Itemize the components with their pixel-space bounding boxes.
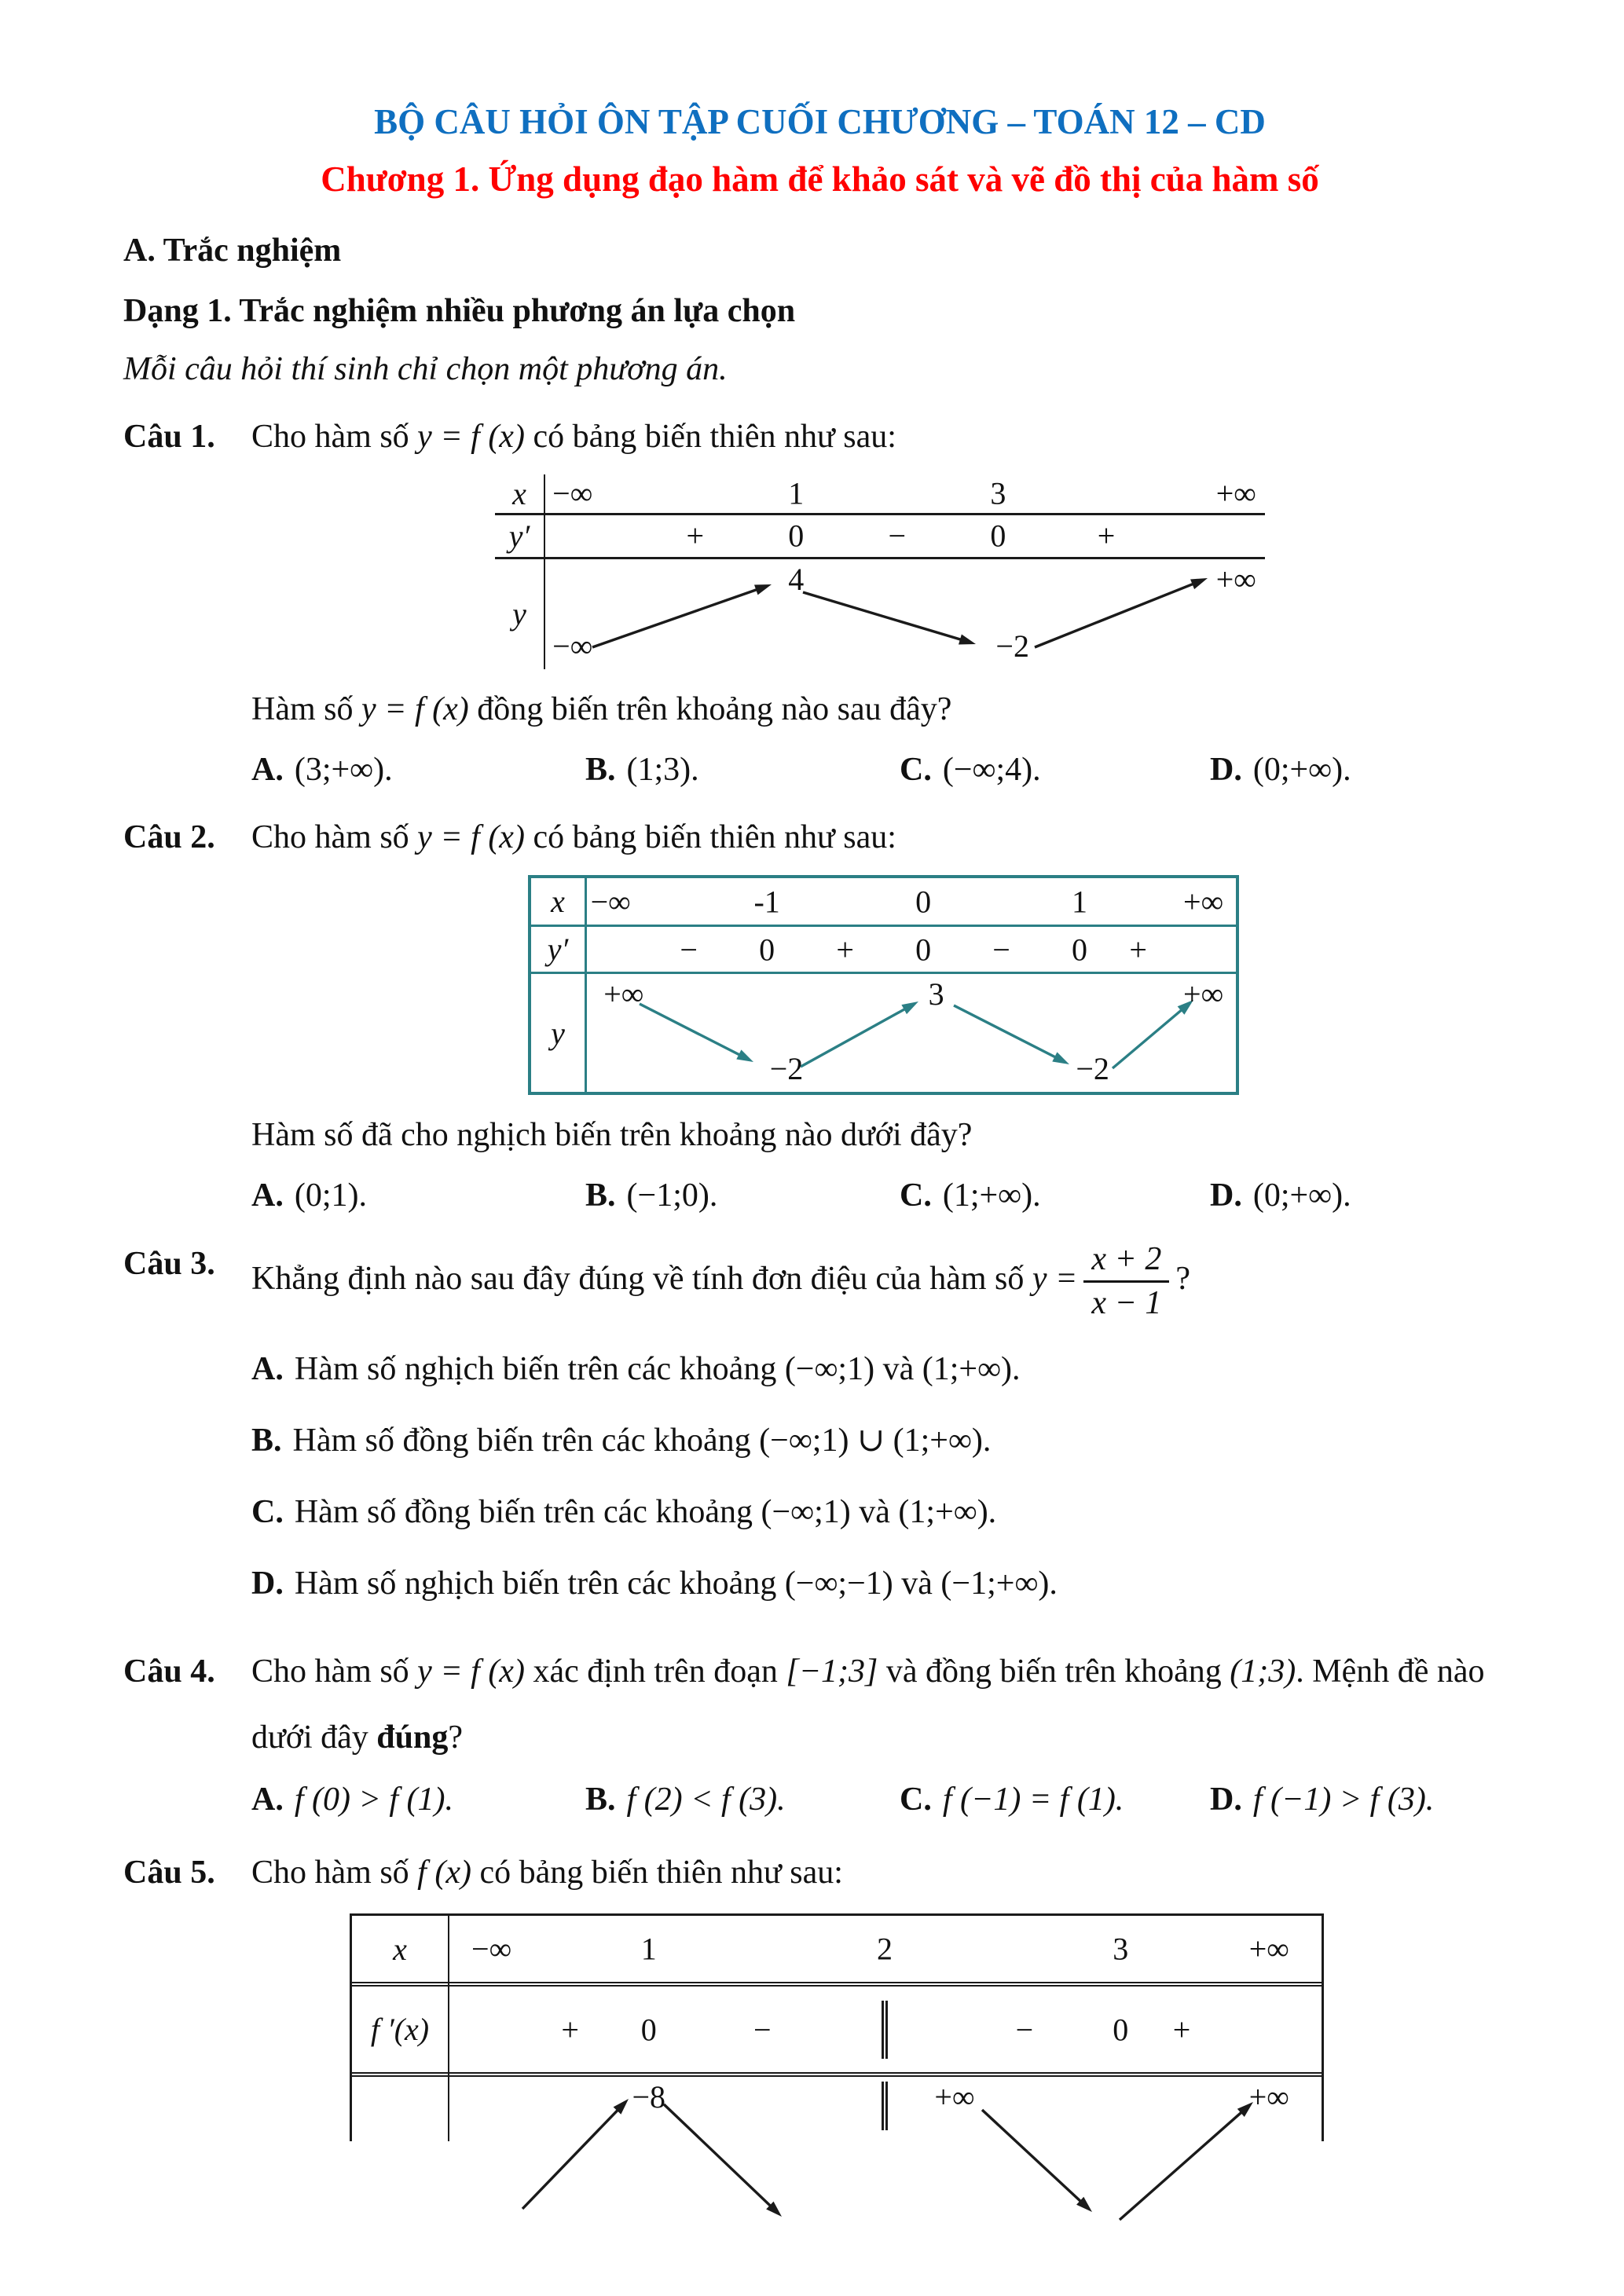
- bbt-divider-line: [585, 878, 587, 1092]
- option-b: [585, 1777, 900, 1823]
- bbt-cell: 0: [1072, 932, 1088, 968]
- option-text: f (−1) > f (3).: [1252, 1782, 1435, 1818]
- option-label: B.: [585, 1782, 616, 1818]
- option-a: [251, 1777, 585, 1823]
- bbt-cell: 0: [640, 2012, 657, 2048]
- option-a: [251, 1173, 585, 1219]
- option-b: [251, 1417, 1516, 1465]
- bbt-cell: −2: [769, 1051, 804, 1087]
- section-heading: A. Trắc nghiệm: [123, 233, 342, 269]
- option-label: A.: [251, 1782, 284, 1818]
- question-2: [123, 815, 1516, 1218]
- option-text: (3;+∞).: [294, 751, 393, 788]
- option-label: B.: [585, 1177, 616, 1214]
- fraction-numerator: x + 2: [1083, 1241, 1169, 1283]
- bbt-cell: −2: [1076, 1051, 1109, 1087]
- bbt-row-label: y′: [508, 518, 530, 554]
- intro-text: Cho hàm số: [251, 819, 418, 856]
- option-c: [900, 747, 1210, 793]
- math-expression: [−1;3]: [786, 1653, 878, 1690]
- bbt-cell: 1: [640, 1931, 657, 1967]
- option-label: D.: [1210, 1177, 1242, 1214]
- bbt-cell: 0: [915, 932, 932, 968]
- bbt-cell: 0: [788, 518, 805, 554]
- option-text: f (0) > f (1).: [294, 1782, 453, 1818]
- bbt-cell: −∞: [552, 628, 593, 664]
- option-d: [1210, 1777, 1434, 1823]
- intro-text: ?: [448, 1719, 464, 1756]
- bbt-divider-line: [544, 474, 545, 669]
- instruction-note: Mỗi câu hỏi thí sinh chỉ chọn một phương án.: [123, 351, 728, 388]
- bbt-cell: −: [1015, 2012, 1034, 2048]
- bbt-discontinuity-bar: [882, 2082, 888, 2130]
- intro-text: và đồng biến trên khoảng: [878, 1653, 1230, 1690]
- intro-text: Khẳng định nào sau đây đúng về tính đơn điệu của hàm số: [251, 1261, 1032, 1298]
- bbt-row-label: f ′(x): [370, 2012, 430, 2048]
- intro-text: ?: [1175, 1261, 1190, 1298]
- math-expression: f (x): [417, 1855, 471, 1891]
- bbt-cell: +∞: [1215, 561, 1256, 597]
- bbt-monotonicity-arrows: [544, 559, 1259, 669]
- option-text: f (2) < f (3).: [626, 1782, 786, 1818]
- math-expression: (1;3): [1230, 1653, 1296, 1690]
- option-label: D.: [1210, 1782, 1242, 1818]
- option-text: Hàm số nghịch biến trên các khoảng (−∞;1) và (1;+∞).: [294, 1350, 1021, 1387]
- bbt-cell: +∞: [1183, 976, 1224, 1013]
- question-label: Câu 3.: [123, 1245, 215, 1282]
- bbt-cell: +: [1129, 932, 1147, 968]
- bbt-divider-line: [448, 1916, 449, 2141]
- bbt-cell: +: [836, 932, 854, 968]
- intro-text: có bảng biến thiên như sau:: [471, 1855, 843, 1891]
- bbt-row-label: x: [393, 1931, 407, 1967]
- option-c: [900, 1777, 1210, 1823]
- bbt-cell: 2: [877, 1931, 893, 1967]
- option-text: (0;+∞).: [1252, 1177, 1351, 1214]
- option-label: A.: [251, 1350, 284, 1387]
- intro-text: Cho hàm số: [251, 1855, 418, 1891]
- bbt-cell: 3: [928, 976, 944, 1013]
- options-row: [251, 1173, 1516, 1219]
- bbt-cell: −∞: [471, 1931, 512, 1967]
- math-expression: y = f (x): [417, 419, 525, 456]
- question-label: Câu 5.: [123, 1855, 215, 1891]
- bbt-cell: +∞: [1248, 2079, 1289, 2115]
- bbt-row-label: y′: [547, 932, 569, 968]
- math-expression: y = f (x): [417, 819, 525, 856]
- option-c: [900, 1173, 1210, 1219]
- question-1: [123, 414, 1516, 793]
- option-text: f (−1) = f (1).: [942, 1782, 1124, 1818]
- bbt-cell: −2: [995, 628, 1029, 664]
- options-row: [251, 1777, 1516, 1823]
- question-intro: [251, 1241, 1516, 1322]
- question-label: Câu 4.: [123, 1653, 215, 1690]
- bbt-cell: +: [561, 2012, 579, 2048]
- bbt-cell: 0: [759, 932, 775, 968]
- intro-text: . Mệnh đề nào dưới đây: [251, 1653, 1485, 1756]
- option-text: (1;+∞).: [942, 1177, 1041, 1214]
- question-3: [123, 1241, 1516, 1608]
- option-d: [1210, 747, 1351, 793]
- question-label: Câu 1.: [123, 419, 215, 456]
- option-text: (−1;0).: [626, 1177, 718, 1214]
- bbt-cell: 1: [788, 475, 805, 511]
- fraction-denominator: x − 1: [1091, 1284, 1162, 1321]
- option-label: B.: [585, 751, 616, 788]
- option-text: Hàm số đồng biến trên các khoảng (−∞;1) ∪ (1;+∞).: [292, 1422, 992, 1459]
- bbt-cell: −∞: [590, 884, 631, 920]
- bbt-cell: 3: [1113, 1931, 1129, 1967]
- option-label: C.: [900, 1177, 932, 1214]
- option-text: (0;1).: [294, 1177, 367, 1214]
- math-expression: y =: [1032, 1261, 1078, 1298]
- intro-text: có bảng biến thiên như sau:: [524, 419, 896, 456]
- bbt-table-2: [528, 875, 1239, 1095]
- option-label: A.: [251, 751, 284, 788]
- subsection-heading: Dạng 1. Trắc nghiệm nhiều phương án lựa chọn: [123, 292, 796, 329]
- bbt-cell: 0: [990, 518, 1006, 554]
- fraction: [1083, 1241, 1169, 1322]
- question-intro: [251, 414, 1516, 460]
- bbt-discontinuity-bar: [882, 2001, 888, 2059]
- question-label: Câu 2.: [123, 819, 215, 856]
- bbt-cell: 4: [788, 561, 805, 597]
- option-a: [251, 747, 585, 793]
- bbt-row-label: y: [551, 1015, 565, 1051]
- bbt-cell: 0: [1113, 2012, 1129, 2048]
- question-part: đồng biến trên khoảng nào sau đây?: [468, 690, 952, 727]
- option-label: C.: [900, 1782, 932, 1818]
- bbt-cell: +∞: [1183, 884, 1224, 920]
- bbt-cell: 3: [990, 475, 1006, 511]
- question-intro: [251, 1850, 1516, 1896]
- option-d: [251, 1560, 1516, 1608]
- bbt-cell: +∞: [1215, 475, 1256, 511]
- option-a: [251, 1346, 1516, 1393]
- option-text: (1;3).: [626, 751, 699, 788]
- option-text: (0;+∞).: [1252, 751, 1351, 788]
- question-intro: [251, 1639, 1516, 1771]
- option-label: D.: [1210, 751, 1242, 788]
- option-label: C.: [251, 1493, 284, 1530]
- option-text: Hàm số đồng biến trên các khoảng (−∞;1) và (1;+∞).: [294, 1493, 997, 1530]
- intro-text: Cho hàm số: [251, 419, 418, 456]
- bbt-cell: −: [753, 2012, 772, 2048]
- question-text: Hàm số đã cho nghịch biến trên khoảng nào dưới đây?: [251, 1117, 973, 1154]
- bbt-cell: -1: [753, 884, 780, 920]
- option-label: B.: [251, 1422, 282, 1459]
- bbt-cell: +: [1097, 518, 1116, 554]
- doc-title: BỘ CÂU HỎI ÔN TẬP CUỐI CHƯƠNG – TOÁN 12 – CD: [374, 102, 1266, 141]
- bbt-cell: −∞: [552, 475, 593, 511]
- bbt-table-3: [350, 1913, 1324, 2141]
- math-expression: y = f (x): [361, 690, 469, 727]
- bbt-cell: −: [992, 932, 1010, 968]
- option-d: [1210, 1173, 1351, 1219]
- question-text: [251, 687, 1516, 733]
- bbt-row-label: x: [512, 475, 526, 511]
- bbt-monotonicity-arrows: [585, 974, 1236, 1092]
- bbt-cell: +∞: [934, 2079, 975, 2115]
- option-text: (−∞;4).: [942, 751, 1041, 788]
- bbt-row-label: [352, 2077, 448, 2141]
- emphasized-word: đúng: [376, 1719, 449, 1756]
- math-expression: y = f (x): [417, 1653, 525, 1690]
- bbt-cell: 1: [1072, 884, 1088, 920]
- bbt-row-label: y: [512, 596, 526, 632]
- option-c: [251, 1489, 1516, 1536]
- bbt-cell: −8: [632, 2079, 666, 2115]
- bbt-cell: +∞: [603, 976, 644, 1013]
- option-label: A.: [251, 1177, 284, 1214]
- option-b: [585, 1173, 900, 1219]
- question-intro: [251, 815, 1516, 861]
- intro-text: Cho hàm số: [251, 1653, 418, 1690]
- doc-subtitle: Chương 1. Ứng dụng đạo hàm để khảo sát và vẽ đồ thị của hàm số: [321, 159, 1319, 199]
- question-part: Hàm số: [251, 690, 361, 727]
- option-label: D.: [251, 1565, 284, 1602]
- options-row: [251, 747, 1516, 793]
- option-label: C.: [900, 751, 932, 788]
- bbt-table-1: [495, 474, 1265, 669]
- question-5: [123, 1850, 1516, 2141]
- bbt-cell: −: [888, 518, 907, 554]
- bbt-cell: +: [686, 518, 705, 554]
- bbt-cell: +: [1172, 2012, 1191, 2048]
- intro-text: có bảng biến thiên như sau:: [524, 819, 896, 856]
- option-text: Hàm số nghịch biến trên các khoảng (−∞;−1) và (−1;+∞).: [294, 1565, 1058, 1602]
- bbt-row-label: x: [551, 884, 565, 920]
- bbt-cell: −: [680, 932, 698, 968]
- intro-text: xác định trên đoạn: [524, 1653, 786, 1690]
- option-b: [585, 747, 900, 793]
- bbt-cell: 0: [915, 884, 932, 920]
- question-4: [123, 1639, 1516, 1823]
- bbt-cell: +∞: [1248, 1931, 1289, 1967]
